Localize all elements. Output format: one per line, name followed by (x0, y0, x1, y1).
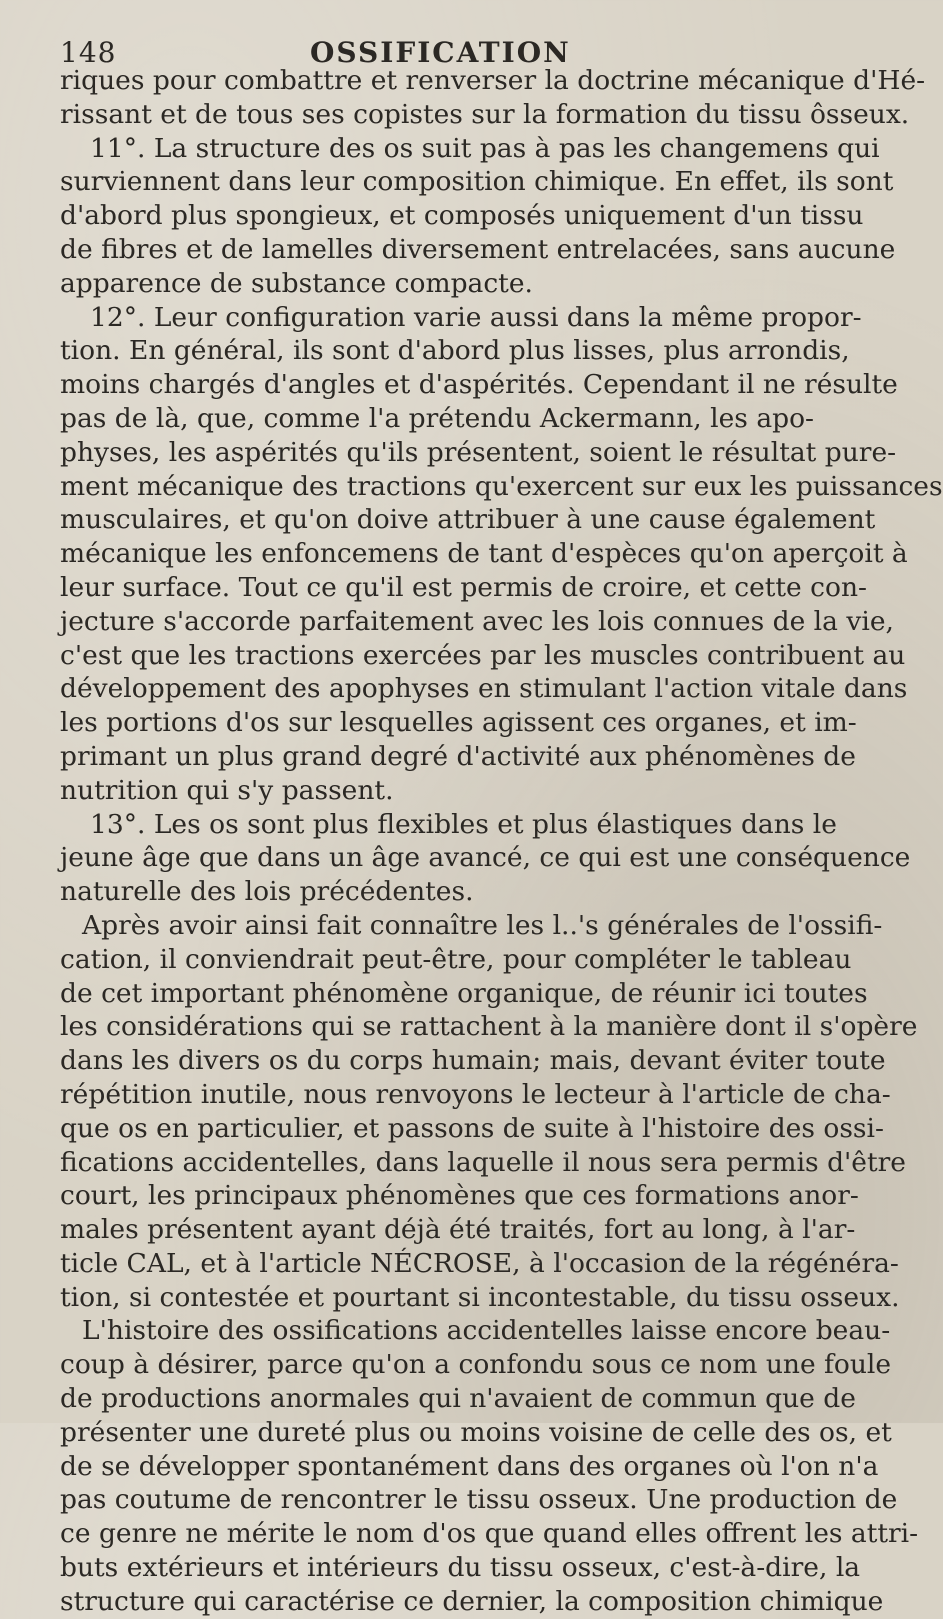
text-line: que os en particulier, et passons de suite à l'histoire des ossi- (60, 1112, 884, 1144)
text-line: males présentent ayant déjà été traités, fort au long, à l'ar- (60, 1214, 856, 1246)
text-line: L'histoire des ossifications accidentelles laisse encore beau- (82, 1315, 891, 1347)
text-line: leur surface. Tout ce qu'il est permis de croire, et cette con- (60, 571, 867, 603)
text-line: mécanique les enfoncemens de tant d'espèces qu'on aperçoit à (60, 538, 908, 570)
text-line: 13°. Les os sont plus flexibles et plus élastiques dans le (90, 808, 837, 840)
text-line: ment mécanique des tractions qu'exercent sur eux les puissances (60, 470, 943, 502)
text-line: musculaires, et qu'on doive attribuer à une cause également (60, 504, 876, 536)
text-line: fications accidentelles, dans laquelle il nous sera permis d'être (60, 1146, 906, 1178)
text-line: coup à désirer, parce qu'on a confondu sous ce nom une foule (60, 1349, 892, 1381)
text-line: Après avoir ainsi fait connaître les l..'s générales de l'ossifi- (82, 909, 883, 941)
text-line: ce genre ne mérite le nom d'os que quand elles offrent les attri- (60, 1518, 919, 1550)
text-line: c'est que les tractions exercées par les muscles contribuent au (60, 639, 906, 671)
text-line: jeune âge que dans un âge avancé, ce qui est une conséquence (60, 842, 911, 874)
text-line: de cet important phénomène organique, de réunir ici toutes (60, 977, 868, 1009)
text-line: dans les divers os du corps humain; mais, devant éviter toute (60, 1045, 886, 1077)
text-line: 11°. La structure des os suit pas à pas les changemens qui (90, 132, 880, 164)
text-line: nutrition qui s'y passent. (60, 774, 394, 806)
text-line: d'abord plus spongieux, et composés uniquement d'un tissu (60, 200, 864, 232)
text-line: de productions anormales qui n'avaient de commun que de (60, 1383, 856, 1415)
text-line: buts extérieurs et intérieurs du tissu osseux, c'est-à-dire, la (60, 1552, 861, 1584)
text-line: jecture s'accorde parfaitement avec les lois connues de la vie, (60, 605, 894, 637)
text-line: naturelle des lois précédentes. (60, 876, 474, 908)
text-line: tion. En général, ils sont d'abord plus lisses, plus arrondis, (60, 335, 850, 367)
text-line: répétition inutile, nous renvoyons le lecteur à l'article de cha- (60, 1078, 891, 1110)
page-number: 148 (60, 36, 117, 69)
body-text (60, 64, 943, 1619)
text-line: rissant et de tous ses copistes sur la formation du tissu ôsseux. (60, 98, 910, 130)
text-line: développement des apophyses en stimulant l'action vitale dans (60, 673, 908, 705)
text-line: les portions d'os sur lesquelles agissent ces organes, et im- (60, 707, 857, 739)
text-line: cation, il conviendrait peut-être, pour compléter le tableau (60, 943, 852, 975)
text-line: ticle CAL, et à l'article NÉCROSE, à l'occasion de la régénéra- (60, 1247, 899, 1279)
text-line: moins chargés d'angles et d'aspérités. Cependant il ne résulte (60, 369, 898, 401)
text-line: structure qui caractérise ce dernier, la composition chimique (60, 1585, 884, 1617)
text-line: présenter une dureté plus ou moins voisine de celle des os, et (60, 1416, 892, 1448)
text-line: pas de là, que, comme l'a prétendu Ackermann, les apo- (60, 402, 814, 434)
text-line: physes, les aspérités qu'ils présentent, soient le résultat pure- (60, 436, 897, 468)
text-line: primant un plus grand degré d'activité aux phénomènes de (60, 740, 856, 772)
text-line: de se développer spontanément dans des organes où l'on n'a (60, 1450, 879, 1482)
text-line: surviennent dans leur composition chimique. En effet, ils sont (60, 166, 894, 198)
text-line: riques pour combattre et renverser la doctrine mécanique d'Hé- (60, 65, 926, 96)
text-line: court, les principaux phénomènes que ces formations anor- (60, 1180, 859, 1212)
text-line: 12°. Leur configuration varie aussi dans la même propor- (90, 301, 862, 333)
text-line: de fibres et de lamelles diversement entrelacées, sans aucune (60, 233, 896, 265)
text-line: pas coutume de rencontrer le tissu osseux. Une production de (60, 1484, 898, 1516)
text-line: les considérations qui se rattachent à la manière dont il s'opère (60, 1011, 918, 1043)
running-head: OSSIFICATION (310, 36, 571, 69)
text-line: tion, si contestée et pourtant si incontestable, du tissu osseux. (60, 1281, 900, 1313)
text-line: apparence de substance compacte. (60, 267, 533, 299)
